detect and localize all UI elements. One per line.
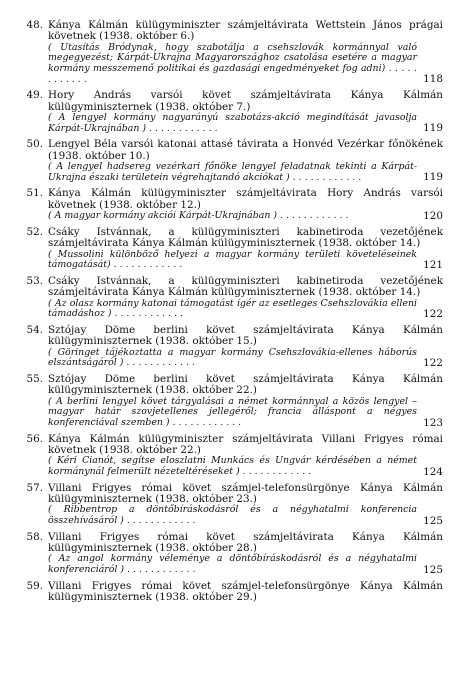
leader-dots: . . . . . . . . . . . .	[111, 308, 184, 320]
leader-dots: . . . . . . . . . . . .	[123, 357, 195, 369]
leader-dots: . . . . . . . . . . . .	[146, 122, 218, 134]
entry-summary: ( A lengyel hadsereg vezérkari főnöke lengyel feladatnak tekinti a Kárpát-Ukrajna északi területein végrehajtandó akciókat ) . . . . . . . . . . . .	[48, 161, 417, 183]
entry-title: Csáky Istvánnak, a külügyminiszteri kabinetiroda vezetőjének számjeltávirata Kánya Kálmán külügyminiszternek (1938. október 14.)	[48, 226, 443, 250]
toc-entry	[18, 483, 443, 527]
leader-dots: . . . . . . . . . . . .	[110, 259, 183, 271]
entry-number: 57.	[26, 481, 43, 494]
leader-dots: . . . . . . . . . . . .	[169, 417, 242, 428]
leader-dots: . . . . . . . . . . . .	[289, 171, 362, 183]
entry-page-number: 119	[423, 122, 443, 135]
toc-entry	[18, 188, 443, 222]
entry-page-number: 121	[423, 259, 443, 271]
entry-summary-row	[48, 397, 443, 429]
entry-body	[48, 483, 443, 527]
entry-summary: ( A magyar kormány akciói Kárpát-Ukrajnában ) . . . . . . . . . . . .	[48, 210, 349, 222]
entry-summary-row	[48, 505, 443, 526]
entry-summary-row	[48, 554, 443, 575]
entry-body	[48, 90, 443, 134]
entry-title: Kánya Kálmán külügyminiszter számjeltávirata Villani Frigyes római követnek (1938. október 22.)	[48, 432, 443, 456]
entry-summary-row	[48, 348, 443, 369]
entry-summary: ( Az angol kormány véleménye a döntőbíráskodásról és a négyhatalmi konferenciáról ) . . . . . . . . . . . .	[48, 553, 417, 575]
entry-body	[48, 188, 443, 222]
entry-summary-row	[48, 211, 443, 222]
entry-page-number: 120	[423, 210, 443, 222]
entry-summary-row	[48, 113, 443, 134]
entry-summary-row	[48, 456, 443, 477]
entry-number: 51.	[26, 187, 43, 200]
entry-summary-row	[48, 250, 443, 271]
entry-number: 59.	[26, 579, 43, 592]
entry-body	[48, 276, 443, 320]
entry-number: 52.	[26, 226, 43, 238]
toc-entry	[18, 581, 443, 604]
entry-page-number: 122	[423, 308, 443, 320]
entry-title: Sztójay Döme berlini követ számjeltávirata Kánya Kálmán külügyminiszternek (1938. október 15.)	[48, 324, 443, 348]
toc-entry	[18, 532, 443, 576]
entry-title: Hory András varsói követ számjeltávirata Kánya Kálmán külügyminiszternek (1938. október 7.)	[48, 89, 443, 113]
toc-entry	[18, 227, 443, 271]
entry-summary-row	[48, 162, 443, 183]
entry-title: Villani Frigyes római követ számjel-telefonsürgönye Kánya Kálmán külügyminiszternek (1938. október 23.)	[48, 481, 443, 505]
entry-title: Lengyel Béla varsói katonai attasé távirata a Honvéd Vezérkar főnökének (1938. október 10.)	[48, 138, 443, 162]
entry-summary: ( A berlini lengyel követ tárgyalásai a német kormánnyal a közös lengyel – magyar határ szovjetellenes jellegéről; francia álláspont a négyes konferenciával szemben ) . . . . . . . . . . . .	[48, 395, 417, 428]
entry-number: 48.	[26, 19, 43, 31]
toc-entry	[18, 90, 443, 134]
leader-dots: . . . . . . . . . . . .	[277, 210, 349, 222]
entry-page-number: 118	[423, 73, 443, 86]
entry-summary: ( Kéri Cianót, segítse eloszlatni Munkács és Ungvár kérdésében a német kormánynál felmerült nézeteltéréseket ) . . . . . . . . . . . .	[48, 455, 417, 477]
entry-number: 56.	[26, 432, 43, 445]
entry-summary-row	[48, 43, 443, 85]
entry-number: 55.	[26, 373, 43, 385]
toc-entry	[18, 325, 443, 369]
entry-summary: ( Mussolini különböző helyezi a magyar kormány területi követeléseinek támogatását) . . . . . . . . . . . .	[48, 248, 417, 271]
entry-body	[48, 139, 443, 183]
entry-number: 49.	[26, 89, 43, 102]
entry-body	[48, 532, 443, 576]
entry-title: Csáky Istvánnak, a külügyminiszteri kabinetiroda vezetőjének számjeltávirata Kánya Kálmán külügyminiszternek (1938. október 14.)	[48, 275, 443, 299]
entry-number: 58.	[26, 530, 43, 543]
toc-entry	[18, 20, 443, 85]
entry-summary: ( Göringet tájékoztatta a magyar kormány Csehszlovákia-ellenes háborús elszántságáról ) . . . . . . . . . . . .	[48, 346, 417, 369]
leader-dots: . . . . . . . . . . . .	[123, 515, 196, 526]
entry-summary: ( Utasítás Bródynak, hogy szabotálja a csehszlovák kormánnyal való megegyezést; Kárpát-Ukrajna Magyarországhoz csatolása esetére a magyar kormány messzemenő politikai és gazdasági engedményeket fog adni) . . . . . . . . . . . .	[48, 41, 417, 85]
entry-body	[48, 227, 443, 271]
entry-body	[48, 20, 443, 85]
entry-summary-row	[48, 299, 443, 320]
toc-entry	[18, 434, 443, 478]
entry-summary: ( Az olasz kormány katonai támogatást ígér az esetleges Csehszlovákia elleni támadáshoz ) . . . . . . . . . . . .	[48, 297, 417, 320]
entry-page-number: 125	[423, 514, 443, 527]
entry-number: 54.	[26, 324, 43, 336]
toc-entry	[18, 374, 443, 429]
entry-number: 53.	[26, 275, 43, 287]
entry-number: 50.	[26, 138, 43, 151]
entry-page-number: 124	[423, 465, 443, 478]
entry-body	[48, 325, 443, 369]
toc-entry	[18, 139, 443, 183]
entry-title: Kánya Kálmán külügyminiszter számjeltávirata Hory András varsói követnek (1938. október 12.)	[48, 187, 443, 211]
entry-list	[18, 20, 443, 603]
entry-page-number: 122	[423, 357, 443, 369]
entry-title: Sztójay Döme berlini követ számjeltávirata Kánya Kálmán külügyminiszternek (1938. október 22.)	[48, 373, 443, 397]
entry-page-number: 125	[423, 563, 443, 576]
toc-entry	[18, 276, 443, 320]
entry-body	[48, 374, 443, 429]
entry-body	[48, 581, 443, 604]
leader-dots: . . . . . . . . . . . .	[124, 564, 196, 575]
entry-summary: ( A lengyel kormány nagyarányú szabotázs-akció megindítását javasolja Kárpát-Ukrajnában ) . . . . . . . . . . . .	[48, 112, 417, 134]
leader-dots: . . . . . . . . . . . .	[48, 63, 417, 85]
entry-summary: ( Ribbentrop a döntőbíráskodásról és a négyhatalmi konferencia összehívásáról ) . . . . . . . . . . . .	[48, 504, 417, 526]
entry-title: Villani Frigyes római követ számjel-telefonsürgönye Kánya Kálmán külügyminiszternek (1938. október 29.)	[48, 579, 443, 603]
entry-title: Villani Frigyes római követ számjeltávirata Kánya Kálmán külügyminiszternek (1938. október 28.)	[48, 530, 443, 554]
leader-dots: . . . . . . . . . . . .	[239, 466, 312, 477]
entry-title: Kánya Kálmán külügyminiszter számjeltávirata Wettstein János prágai követnek (1938. október 6.)	[48, 19, 443, 43]
entry-page-number: 123	[423, 416, 443, 429]
entry-body	[48, 434, 443, 478]
entry-page-number: 119	[423, 171, 443, 184]
